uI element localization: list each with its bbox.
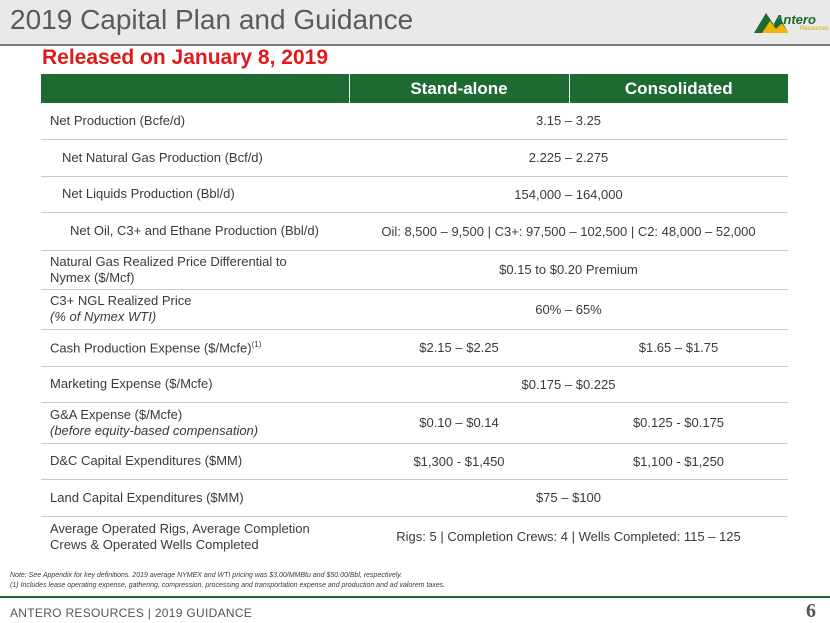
footer-divider (0, 596, 830, 598)
standalone-value: $1,300 - $1,450 (349, 443, 569, 479)
logo-text: Antero (774, 12, 816, 27)
row-label-line2: Nymex ($/Mcf) (50, 269, 135, 285)
row-value: Oil: 8,500 – 9,500 | C3+: 97,500 – 102,500 | C2: 48,000 – 52,000 (349, 212, 788, 250)
row-label: Net Liquids Production (Bbl/d) (41, 176, 349, 212)
table-row (41, 212, 788, 250)
consolidated-value: $1,100 - $1,250 (569, 443, 788, 479)
logo-subtext: Resources (800, 26, 829, 32)
row-label-text: Cash Production Expense ($/Mcfe) (50, 339, 252, 355)
table-row (41, 250, 788, 289)
footnote-marker: (1) (251, 339, 262, 349)
table-row (41, 103, 788, 139)
table-row (41, 402, 788, 443)
row-value: 2.225 – 2.275 (349, 139, 788, 176)
table-row (41, 329, 788, 366)
note-text: Note: See Appendix for key definitions. 2019 average NYMEX and WTI pricing was $3.00/MMBtu and $50.00/Bbl, respectively. (10, 572, 403, 579)
row-label-line2: (before equity-based compensation) (50, 422, 259, 438)
row-label: Marketing Expense ($/Mcfe) (41, 366, 349, 402)
row-value: Rigs: 5 | Completion Crews: 4 | Wells Completed: 115 – 125 (396, 529, 741, 545)
row-label-line1: C3+ NGL Realized Price (50, 293, 192, 309)
table-row (41, 479, 788, 516)
page-title: 2019 Capital Plan and Guidance (10, 4, 414, 35)
row-value: 3.15 – 3.25 (349, 103, 788, 139)
table-row (41, 366, 788, 402)
row-label: D&C Capital Expenditures ($MM) (41, 443, 349, 479)
row-label: Land Capital Expenditures ($MM) (41, 479, 349, 516)
row-label (41, 329, 349, 366)
consolidated-value: $0.125 - $0.175 (569, 402, 788, 443)
release-date-subtitle: Released on January 8, 2019 (42, 46, 328, 69)
row-label (41, 402, 349, 443)
table-row (41, 139, 788, 176)
row-label: Net Production (Bcfe/d) (41, 103, 349, 139)
column-header-standalone: Stand-alone (349, 74, 569, 103)
row-value: $0.175 – $0.225 (349, 366, 788, 402)
row-label: Net Natural Gas Production (Bcf/d) (41, 139, 349, 176)
row-label-line1: G&A Expense ($/Mcfe) (50, 406, 183, 422)
row-label-line2: (% of Nymex WTI) (50, 309, 157, 324)
row-label-line1: Natural Gas Realized Price Differential to (50, 253, 287, 269)
standalone-value: $0.10 – $0.14 (349, 402, 569, 443)
table-row (41, 443, 788, 479)
table-row (41, 176, 788, 212)
notes-block (10, 571, 445, 591)
row-label: Net Oil, C3+ and Ethane Production (Bbl/d) (41, 212, 349, 250)
table-header-row (41, 74, 788, 103)
row-label (41, 289, 349, 329)
row-value: $75 – $100 (349, 479, 788, 516)
column-header-consolidated: Consolidated (569, 74, 788, 103)
guidance-table (41, 74, 788, 557)
page-number: 6 (806, 600, 816, 622)
footer-label: ANTERO RESOURCES | 2019 GUIDANCE (10, 606, 253, 620)
row-label (41, 516, 349, 557)
row-value: 154,000 – 164,000 (349, 176, 788, 212)
row-label-line2: Crews & Operated Wells Completed (50, 536, 259, 552)
consolidated-value: $1.65 – $1.75 (569, 329, 788, 366)
row-value: 60% – 65% (349, 289, 788, 329)
row-value: $0.15 to $0.20 Premium (349, 250, 788, 289)
header-blank-cell (41, 74, 349, 103)
table-row (41, 516, 788, 557)
row-label-line1: Average Operated Rigs, Average Completion (50, 521, 310, 537)
standalone-value: $2.15 – $2.25 (349, 329, 569, 366)
row-label (41, 250, 349, 289)
table-row (41, 289, 788, 329)
footnote-text: (1) Includes lease operating expense, gathering, compression, processing and transportation expense and production and ad valorem taxes. (10, 582, 446, 589)
